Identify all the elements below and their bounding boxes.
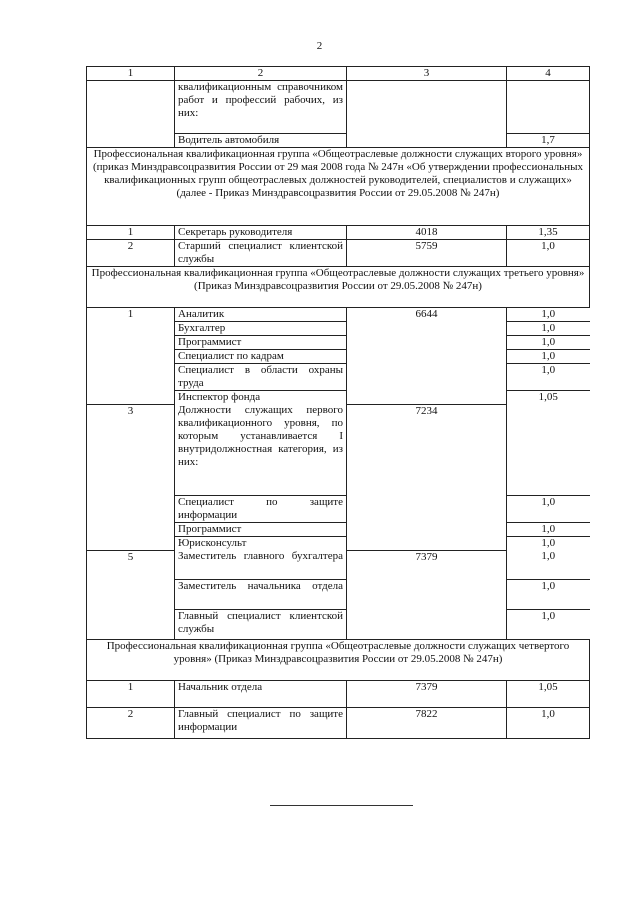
salary-table xyxy=(86,66,590,739)
coefficient: 1,0 xyxy=(507,335,590,349)
col-header-2: 2 xyxy=(175,67,347,81)
position-name: Старший специалист клиентской службы xyxy=(175,240,347,267)
row-number: 2 xyxy=(87,708,175,739)
position-name: Главный специалист клиентской службы xyxy=(175,609,346,639)
coefficient: 1,0 xyxy=(507,363,590,390)
position-list xyxy=(175,404,347,550)
position-name: Специалист по кадрам xyxy=(175,349,346,363)
group-title-row xyxy=(87,640,590,681)
row-number: 2 xyxy=(87,240,175,267)
col-header-3: 3 xyxy=(347,67,507,81)
footer-divider xyxy=(270,805,413,806)
header-row xyxy=(87,67,590,81)
position-name: Начальник отдела xyxy=(175,681,347,708)
row-number: 1 xyxy=(87,681,175,708)
coefficient: 1,0 xyxy=(507,522,590,536)
coefficient: 1,05 xyxy=(507,681,590,708)
position-name: Аналитик xyxy=(178,308,225,320)
coefficient-list xyxy=(507,404,590,550)
coefficient: 1,0 xyxy=(507,321,590,335)
coefficient: 1,0 xyxy=(507,708,590,739)
position-name: квалификационным справочником работ и профессий рабочих, из них: xyxy=(175,81,347,134)
salary: 7379 xyxy=(347,681,507,708)
position-name: Программист xyxy=(175,522,346,536)
page-number: 2 xyxy=(316,40,323,52)
row-number: 3 xyxy=(87,404,175,550)
row-number: 5 xyxy=(87,550,175,640)
position-name: Заместитель начальника отдела xyxy=(175,579,346,609)
coefficient: 1,0 xyxy=(541,550,556,562)
row-number: 1 xyxy=(87,226,175,240)
group3-title: Профессиональная квалификационная группа «Общеотраслевые должности служащих третьего уровня» (Приказ Минздравсоцразвития России от 29.05.2008 № 247н) xyxy=(87,267,590,308)
coefficient-list xyxy=(507,550,590,640)
coefficient: 1,0 xyxy=(507,495,590,522)
coefficient: 1,0 xyxy=(507,579,590,609)
col-header-4: 4 xyxy=(507,67,590,81)
position-name: Специалист по защите информации xyxy=(175,495,346,522)
coefficient-empty xyxy=(507,404,590,495)
position-name: Программист xyxy=(175,335,346,349)
table-row xyxy=(87,226,590,240)
coefficient: 1,0 xyxy=(507,240,590,267)
salary: 7822 xyxy=(347,708,507,739)
coefficient: 1,0 xyxy=(507,609,590,639)
table-row xyxy=(87,404,590,550)
salary: 7379 xyxy=(347,550,507,640)
coefficient: 1,0 xyxy=(507,349,590,363)
position-name: Главный специалист по защите информации xyxy=(175,708,347,739)
coefficient: 1,05 xyxy=(507,390,590,404)
position-name: Специалист в области охраны труда xyxy=(175,363,346,390)
salary: 7234 xyxy=(347,404,507,550)
table-row xyxy=(87,240,590,267)
col-header-1: 1 xyxy=(87,67,175,81)
salary: 5759 xyxy=(347,240,507,267)
coefficient: 1,0 xyxy=(507,536,590,550)
position-name: Юрисконсульт xyxy=(175,536,346,550)
table-row xyxy=(87,681,590,708)
position-name: Инспектор фонда xyxy=(175,390,346,404)
table-row xyxy=(87,708,590,739)
position-name: Водитель автомобиля xyxy=(175,134,347,148)
table-row xyxy=(87,308,590,405)
position-list xyxy=(175,308,347,405)
coefficient: 1,0 xyxy=(541,308,556,320)
salary: 6644 xyxy=(347,308,507,405)
group4-title: Профессиональная квалификационная группа «Общеотраслевые должности служащих четвертого уровня» (Приказ Минздравсоцразвития России от 29.05.2008 № 247н) xyxy=(87,640,590,681)
position-name: Заместитель главного бухгалтера xyxy=(178,550,343,562)
coefficient: 1,35 xyxy=(507,226,590,240)
group2-title: Профессиональная квалификационная группа «Общеотраслевые должности служащих второго уровня» (приказ Минздравсоцразвития России от 29 мая 2008 года № 247н «Об утверждении профессиональных квалификационных групп общеотраслевых должностей руководителей, специалистов и служащих» (далее - Приказ Минздравсоцразвития России от 29.05.2008 № 247н) xyxy=(87,148,590,226)
table-row xyxy=(87,81,590,134)
row-number: 1 xyxy=(87,308,175,405)
coefficient: 1,7 xyxy=(507,134,590,148)
position-intro: Должности служащих первого квалификационного уровня, по которым устанавливается I внутридолжностная категория, из них: xyxy=(178,404,343,468)
position-name: Секретарь руководителя xyxy=(175,226,347,240)
group-title-row xyxy=(87,267,590,308)
group-title-row xyxy=(87,148,590,226)
table-row xyxy=(87,550,590,640)
position-list xyxy=(175,550,347,640)
salary: 4018 xyxy=(347,226,507,240)
coefficient-list xyxy=(507,308,590,405)
position-name: Бухгалтер xyxy=(175,321,346,335)
